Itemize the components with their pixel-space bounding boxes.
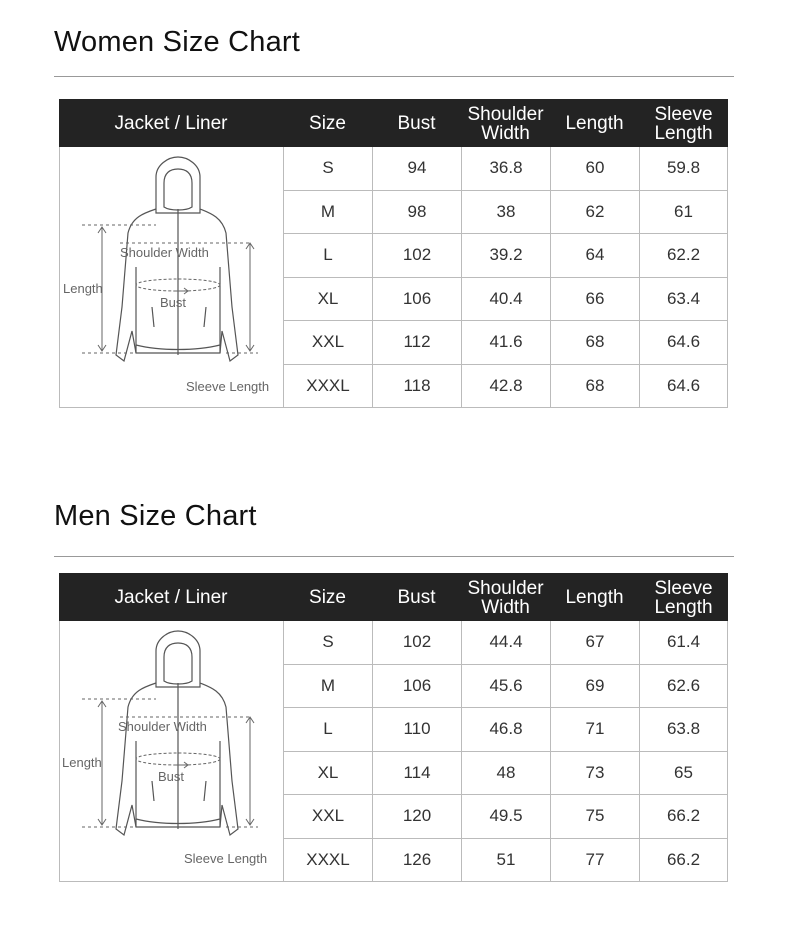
cell-shoulder-width: 44.4 (461, 621, 550, 665)
diagram-label-bust: Bust (158, 769, 185, 784)
cell-shoulder-width: 41.6 (461, 321, 550, 365)
cell-sleeve-length: 63.4 (639, 278, 728, 322)
cell-bust: 112 (372, 321, 461, 365)
cell-bust: 110 (372, 708, 461, 752)
cell-shoulder-width: 51 (461, 839, 550, 883)
header-bust: Bust (397, 586, 436, 608)
cell-bust: 98 (372, 191, 461, 235)
cell-sleeve-length: 66.2 (639, 839, 728, 883)
header-length: Length (565, 112, 624, 134)
cell-sleeve-length: 62.6 (639, 665, 728, 709)
diagram-label-bust: Bust (160, 295, 187, 310)
women-section-title: Women Size Chart (54, 26, 301, 58)
cell-bust: 114 (372, 752, 461, 796)
cell-bust: 118 (372, 365, 461, 409)
jacket-face-opening (164, 169, 192, 210)
cell-sleeve-length: 64.6 (639, 365, 728, 409)
table-row (283, 234, 728, 278)
header-jacket-liner: Jacket / Liner (114, 586, 228, 608)
cell-size: M (283, 665, 372, 709)
diagram-label-length: Length (63, 281, 103, 296)
cell-length: 77 (550, 839, 639, 883)
diagram-label-shoulder-width: Shoulder Width (120, 245, 209, 260)
cell-size: S (283, 621, 372, 665)
header-sleeve-line2: Length (654, 123, 713, 144)
header-shoulder-line2: Width (481, 597, 530, 618)
cell-shoulder-width: 49.5 (461, 795, 550, 839)
men-title-rule (54, 556, 734, 557)
jacket-hood-outline (156, 631, 200, 687)
diagram-label-shoulder-width: Shoulder Width (118, 719, 207, 734)
cell-length: 60 (550, 147, 639, 191)
cell-bust: 126 (372, 839, 461, 883)
cell-size: XL (283, 752, 372, 796)
cell-length: 68 (550, 321, 639, 365)
cell-length: 68 (550, 365, 639, 409)
women-title-rule (54, 76, 734, 77)
cell-length: 64 (550, 234, 639, 278)
cell-sleeve-length: 63.8 (639, 708, 728, 752)
cell-length: 73 (550, 752, 639, 796)
men-jacket-diagram (59, 621, 283, 882)
diagram-label-sleeve-length: Sleeve Length (184, 851, 268, 866)
cell-length: 66 (550, 278, 639, 322)
table-row (283, 839, 728, 883)
women-size-table (59, 99, 728, 409)
cell-size: XXL (283, 795, 372, 839)
cell-size: XXXL (283, 365, 372, 409)
cell-length: 69 (550, 665, 639, 709)
table-row (283, 278, 728, 322)
table-row (283, 321, 728, 365)
header-sleeve-line2: Length (654, 597, 713, 618)
header-shoulder-line1: Shoulder (467, 578, 544, 599)
table-row (283, 795, 728, 839)
cell-shoulder-width: 42.8 (461, 365, 550, 409)
cell-length: 75 (550, 795, 639, 839)
table-row (283, 621, 728, 665)
cell-shoulder-width: 40.4 (461, 278, 550, 322)
cell-shoulder-width: 39.2 (461, 234, 550, 278)
header-length: Length (565, 586, 624, 608)
diagram-label-sleeve-length: Sleeve Length (186, 379, 270, 394)
cell-shoulder-width: 45.6 (461, 665, 550, 709)
header-jacket-liner: Jacket / Liner (114, 112, 228, 134)
header-bust: Bust (397, 112, 436, 134)
cell-sleeve-length: 61 (639, 191, 728, 235)
table-row (283, 665, 728, 709)
header-sleeve-line1: Sleeve (654, 578, 713, 599)
cell-length: 67 (550, 621, 639, 665)
cell-size: S (283, 147, 372, 191)
cell-length: 71 (550, 708, 639, 752)
diagram-label-length: Length (62, 755, 102, 770)
table-row (283, 752, 728, 796)
header-shoulder-width (461, 99, 550, 147)
cell-shoulder-width: 48 (461, 752, 550, 796)
cell-sleeve-length: 65 (639, 752, 728, 796)
header-sleeve-length (639, 573, 728, 621)
cell-sleeve-length: 66.2 (639, 795, 728, 839)
header-size: Size (309, 112, 346, 134)
jacket-face-opening (164, 643, 192, 684)
header-size: Size (309, 586, 346, 608)
cell-bust: 120 (372, 795, 461, 839)
cell-size: L (283, 234, 372, 278)
header-shoulder-width (461, 573, 550, 621)
cell-length: 62 (550, 191, 639, 235)
header-shoulder-line1: Shoulder (467, 104, 544, 125)
header-shoulder-line2: Width (481, 123, 530, 144)
women-table-header (59, 99, 728, 147)
cell-bust: 102 (372, 234, 461, 278)
cell-size: XXXL (283, 839, 372, 883)
men-table-header (59, 573, 728, 621)
jacket-hood-outline (156, 157, 200, 213)
men-section-title: Men Size Chart (54, 500, 257, 532)
cell-bust: 102 (372, 621, 461, 665)
table-row (283, 708, 728, 752)
cell-sleeve-length: 64.6 (639, 321, 728, 365)
header-sleeve-length (639, 99, 728, 147)
table-row (283, 365, 728, 409)
cell-bust: 106 (372, 665, 461, 709)
cell-sleeve-length: 59.8 (639, 147, 728, 191)
women-jacket-diagram (59, 147, 283, 408)
table-row (283, 191, 728, 235)
cell-shoulder-width: 38 (461, 191, 550, 235)
table-row (283, 147, 728, 191)
cell-size: M (283, 191, 372, 235)
cell-sleeve-length: 62.2 (639, 234, 728, 278)
cell-bust: 94 (372, 147, 461, 191)
cell-bust: 106 (372, 278, 461, 322)
header-sleeve-line1: Sleeve (654, 104, 713, 125)
cell-sleeve-length: 61.4 (639, 621, 728, 665)
men-size-table (59, 573, 728, 883)
cell-shoulder-width: 36.8 (461, 147, 550, 191)
cell-size: L (283, 708, 372, 752)
cell-shoulder-width: 46.8 (461, 708, 550, 752)
cell-size: XXL (283, 321, 372, 365)
cell-size: XL (283, 278, 372, 322)
